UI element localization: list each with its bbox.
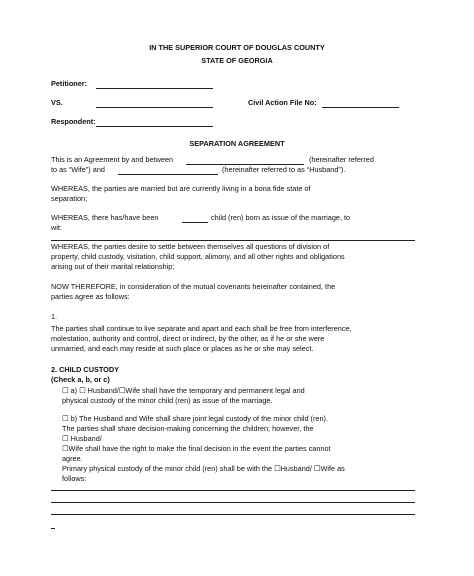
option-b-line3: ☐ Husband/ xyxy=(62,434,102,443)
document-title: SEPARATION AGREEMENT xyxy=(189,139,285,148)
whereas3-line1: WHEREAS, the parties desire to settle between themselves all questions of division of xyxy=(51,242,330,251)
intro-text-d: (hereinafter referred to as “Husband”). xyxy=(222,165,346,174)
whereas2-text-b: child (ren) born as issue of the marriage, to xyxy=(211,213,351,222)
civil-action-blank xyxy=(322,107,399,108)
custody-terms-blank-start xyxy=(51,528,55,529)
children-count-blank xyxy=(182,222,208,223)
custody-terms-blank-3 xyxy=(51,514,415,515)
intro-text-b: (hereinafter referred xyxy=(309,155,374,164)
whereas1-line1: WHEREAS, the parties are married but are currently living in a bona fide state of xyxy=(51,184,311,193)
husband-name-blank xyxy=(118,174,218,175)
option-b-line2: The parties shall share decision-making concerning the children; however, the xyxy=(62,424,314,433)
respondent-blank xyxy=(96,126,213,127)
option-a-line1: ☐ a) ☐ Husband/☐Wife shall have the temporary and permanent legal and xyxy=(62,386,305,395)
section1-line2: molestation, authority and control, direct or indirect, by the other, as if he or she were xyxy=(51,334,325,343)
option-b-line1: ☐ b) The Husband and Wife shall share joint legal custody of the minor child (ren). xyxy=(62,414,328,423)
court-heading: IN THE SUPERIOR COURT OF DOUGLAS COUNTY xyxy=(149,43,325,52)
children-names-blank xyxy=(51,240,415,241)
option-a-line2: physical custody of the minor child (ren) as issue of the marriage. xyxy=(62,396,273,405)
whereas3-line2: property, child custody, visitation, child support, alimony, and all other rights and obligations xyxy=(51,252,345,261)
vs-label: VS. xyxy=(51,98,63,107)
section2-heading: 2. CHILD CUSTODY xyxy=(51,365,119,374)
whereas3-line3: arising out of their marital relationship; xyxy=(51,262,175,271)
option-b-line4: ☐Wife shall have the right to make the final decision in the event the parties cannot xyxy=(62,444,331,453)
custody-terms-blank-1 xyxy=(51,490,415,491)
petitioner-label: Petitioner: xyxy=(51,79,88,88)
whereas1-line2: separation; xyxy=(51,194,88,203)
now-therefore-line2: parties agree as follows: xyxy=(51,292,130,301)
now-therefore-line1: NOW THEREFORE, in consideration of the mutual covenants hereinafter contained, the xyxy=(51,282,336,291)
section2-check-instruction: (Check a, b, or c) xyxy=(51,375,110,384)
vs-blank xyxy=(96,107,213,108)
option-b-line7: follows: xyxy=(62,474,87,483)
whereas2-text-c: wit: xyxy=(51,223,62,232)
intro-text-c: to as “Wife”) and xyxy=(51,165,105,174)
intro-text-a: This is an Agreement by and between xyxy=(51,155,174,164)
petitioner-blank xyxy=(96,88,213,89)
whereas2-text-a: WHEREAS, there has/have been xyxy=(51,213,159,222)
state-heading: STATE OF GEORGIA xyxy=(201,56,273,65)
option-b-line5: agree. xyxy=(62,454,83,463)
option-b-line6: Primary physical custody of the minor child (ren) shall be with the ☐Husband/ ☐Wife as xyxy=(62,464,345,473)
section1-line1: The parties shall continue to live separate and apart and each shall be free from interference, xyxy=(51,324,352,333)
custody-terms-blank-2 xyxy=(51,502,415,503)
respondent-label: Respondent: xyxy=(51,117,96,126)
section1-number: 1. xyxy=(51,312,58,321)
civil-action-label: Civil Action File No: xyxy=(248,98,317,107)
section1-line3: unmarried, and each may reside at such place or places as he or she may select. xyxy=(51,344,314,353)
